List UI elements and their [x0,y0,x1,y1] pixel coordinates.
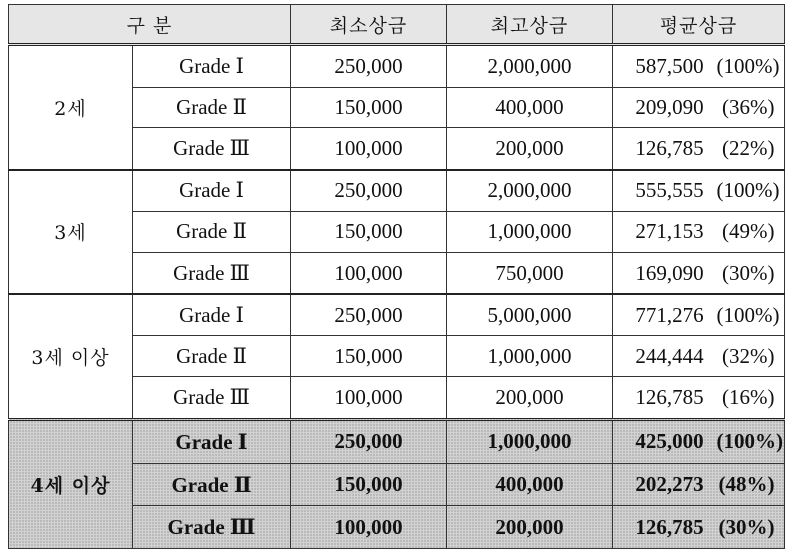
min-prize-cell: 250,000 [291,419,447,463]
avg-percent: (22%) [722,136,775,161]
avg-value: 587,500 [635,53,704,78]
grade-cell: Grade Ⅲ [133,377,291,420]
avg-value: 126,785 [635,385,704,410]
avg-percent: (30%) [722,260,775,285]
avg-value: 209,090 [635,94,704,119]
avg-prize-cell [613,87,785,128]
max-prize-cell: 5,000,000 [447,294,613,336]
min-prize-cell: 250,000 [291,170,447,212]
age-label: 4세 이상 [9,419,133,548]
avg-value: 244,444 [635,343,704,368]
grade-cell: Grade Ⅱ [133,211,291,252]
avg-percent: (100%) [716,429,783,454]
avg-prize-cell [613,170,785,212]
grade-cell: Grade Ⅰ [133,45,291,88]
avg-value: 202,273 [635,472,704,497]
avg-percent: (36%) [722,94,775,119]
max-prize-cell: 1,000,000 [447,419,613,463]
grade-cell: Grade Ⅰ [133,419,291,463]
avg-value: 425,000 [635,429,704,454]
header-avg-prize: 평균상금 [613,5,785,45]
avg-prize-cell [613,294,785,336]
age-label: 2세 [9,45,133,170]
avg-value: 126,785 [635,136,704,161]
grade-cell: Grade Ⅱ [133,87,291,128]
age-label: 3세 이상 [9,294,133,419]
max-prize-cell: 1,000,000 [447,211,613,252]
grade-cell: Grade Ⅰ [133,294,291,336]
max-prize-cell: 400,000 [447,87,613,128]
prize-table [8,4,785,549]
avg-percent: (30%) [718,514,775,539]
age-group [9,294,785,419]
header-min-prize: 최소상금 [291,5,447,45]
age-group [9,45,785,170]
grade-cell: Grade Ⅲ [133,128,291,170]
avg-prize-cell [613,463,785,506]
table-row [9,419,785,463]
header-row [9,5,785,45]
avg-percent: (49%) [722,219,775,244]
grade-cell: Grade Ⅱ [133,463,291,506]
grade-cell: Grade Ⅱ [133,336,291,377]
avg-percent: (48%) [718,472,775,497]
min-prize-cell: 100,000 [291,252,447,294]
avg-prize-cell [613,336,785,377]
avg-prize-cell [613,211,785,252]
avg-percent: (100%) [716,302,780,327]
age-label: 3세 [9,170,133,294]
avg-value: 271,153 [635,219,704,244]
min-prize-cell: 100,000 [291,128,447,170]
max-prize-cell: 200,000 [447,128,613,170]
avg-prize-cell [613,128,785,170]
avg-value: 555,555 [635,178,704,203]
avg-percent: (100%) [716,53,780,78]
avg-prize-cell [613,45,785,88]
grade-cell: Grade Ⅰ [133,170,291,212]
avg-prize-cell [613,377,785,420]
age-group-highlighted [9,419,785,548]
min-prize-cell: 150,000 [291,211,447,252]
avg-percent: (100%) [716,178,780,203]
min-prize-cell: 250,000 [291,45,447,88]
avg-prize-cell [613,506,785,549]
max-prize-cell: 200,000 [447,506,613,549]
table-row [9,294,785,336]
header-max-prize: 최고상금 [447,5,613,45]
min-prize-cell: 150,000 [291,336,447,377]
max-prize-cell: 1,000,000 [447,336,613,377]
table-row [9,170,785,212]
max-prize-cell: 750,000 [447,252,613,294]
min-prize-cell: 100,000 [291,377,447,420]
max-prize-cell: 2,000,000 [447,170,613,212]
min-prize-cell: 100,000 [291,506,447,549]
table-row [9,45,785,88]
avg-value: 126,785 [635,514,704,539]
min-prize-cell: 150,000 [291,87,447,128]
header-category: 구 분 [9,5,291,45]
grade-cell: Grade Ⅲ [133,506,291,549]
max-prize-cell: 2,000,000 [447,45,613,88]
max-prize-cell: 200,000 [447,377,613,420]
min-prize-cell: 150,000 [291,463,447,506]
avg-value: 169,090 [635,260,704,285]
avg-value: 771,276 [635,302,704,327]
avg-prize-cell [613,419,785,463]
grade-cell: Grade Ⅲ [133,252,291,294]
max-prize-cell: 400,000 [447,463,613,506]
min-prize-cell: 250,000 [291,294,447,336]
avg-prize-cell [613,252,785,294]
avg-percent: (32%) [722,343,775,368]
avg-percent: (16%) [722,385,775,410]
age-group [9,170,785,294]
